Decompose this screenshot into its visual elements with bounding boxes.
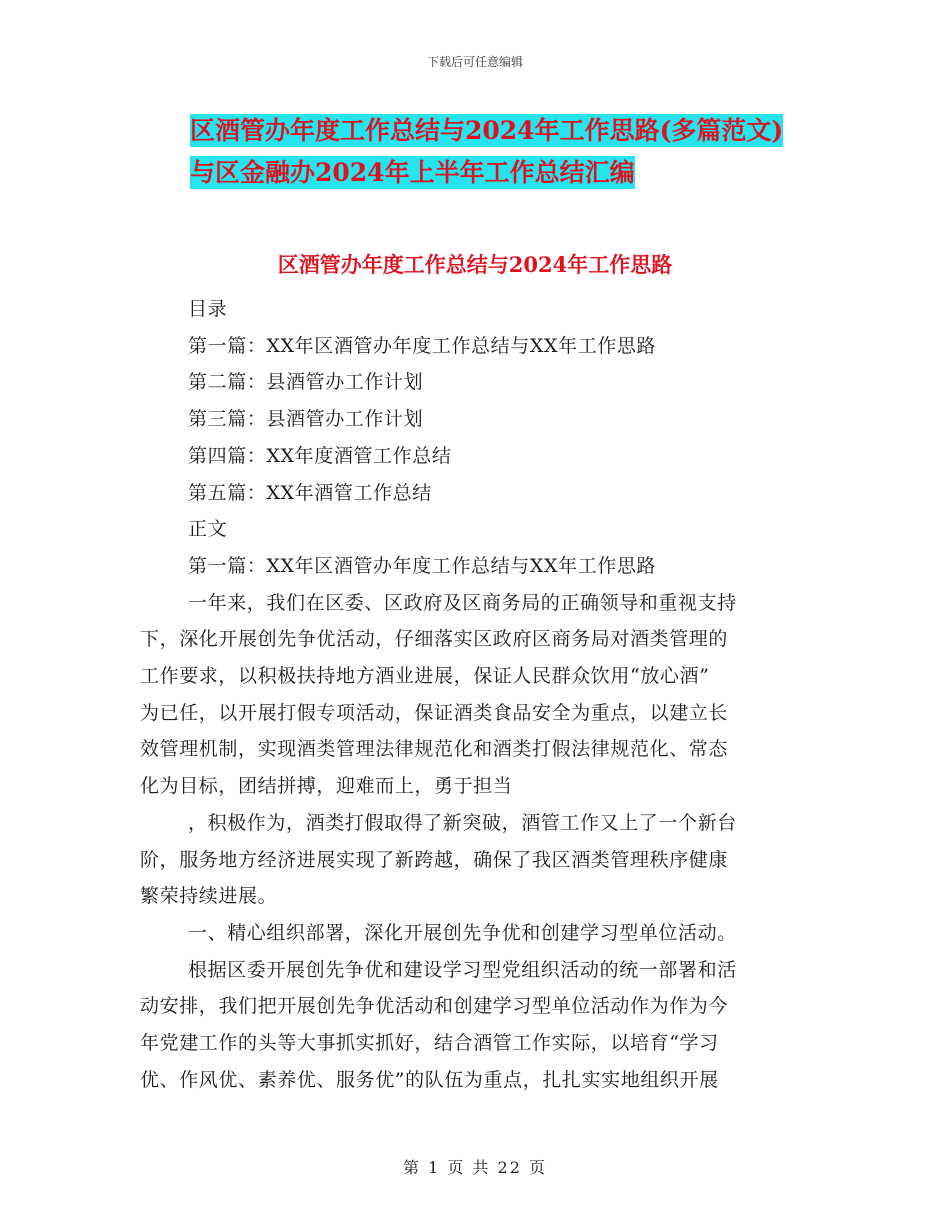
paragraph-line: 年党建工作的头等大事抓实抓好，结合酒管工作实际，以培育“学习 <box>140 1032 719 1055</box>
toc-item: 第二篇：县酒管办工作计划 <box>188 371 424 394</box>
body-heading: 正文 <box>188 518 228 541</box>
paragraph-line: 根据区委开展创先争优和建设学习型党组织活动的统一部署和活 <box>188 958 737 981</box>
toc-item: 第四篇：XX年度酒管工作总结 <box>188 444 452 467</box>
paragraph-line: 动安排，我们把开展创先争优活动和创建学习型单位活动作为作为今 <box>140 995 729 1018</box>
paragraph-line: 为已任，以开展打假专项活动，保证酒类食品安全为重点，以建立长 <box>140 701 729 724</box>
section-title: 第一篇：XX年区酒管办年度工作总结与XX年工作思路 <box>188 554 657 577</box>
page-header: 下载后可任意编辑 <box>426 55 523 69</box>
toc-heading: 目录 <box>188 298 228 320</box>
article-title: 区酒管办年度工作总结与2024年工作思路 <box>277 252 673 277</box>
toc-item: 第五篇：XX年酒管工作总结 <box>188 481 432 504</box>
paragraph-line: 一年来，我们在区委、区政府及区商务局的正确领导和重视支持 <box>188 591 737 614</box>
toc-item: 第一篇：XX年区酒管办年度工作总结与XX年工作思路 <box>188 334 657 357</box>
paragraph-line: 繁荣持续进展。 <box>140 885 278 908</box>
paragraph-line: 化为目标，团结拼搏，迎难而上，勇于担当 <box>140 775 513 798</box>
paragraph-line: 下，深化开展创先争优活动，仔细落实区政府区商务局对酒类管理的 <box>140 628 729 651</box>
paragraph-line: ，积极作为，酒类打假取得了新突破，酒管工作又上了一个新台 <box>188 811 737 834</box>
section-heading: 一、精心组织部署，深化开展创先争优和创建学习型单位活动。 <box>188 921 737 944</box>
document-body <box>140 291 800 1098</box>
paragraph-line: 阶，服务地方经济进展实现了新跨越，确保了我区酒类管理秩序健康 <box>140 848 729 871</box>
paragraph-line: 效管理机制，实现酒类管理法律规范化和酒类打假法律规范化、常态 <box>140 738 729 761</box>
paragraph-line: 优、作风优、素养优、服务优”的队伍为重点，扎扎实实地组织开展 <box>140 1068 719 1091</box>
paragraph-line: 工作要求，以积极扶持地方酒业进展，保证人民群众饮用“放心酒” <box>140 665 710 688</box>
toc-item: 第三篇：县酒管办工作计划 <box>188 408 424 431</box>
document-title-line-1: 区酒管办年度工作总结与2024年工作思路(多篇范文) <box>190 116 784 145</box>
page-number-footer: 第 1 页 共 22 页 <box>403 1158 547 1177</box>
document-title-line-2: 与区金融办2024年上半年工作总结汇编 <box>190 158 635 187</box>
